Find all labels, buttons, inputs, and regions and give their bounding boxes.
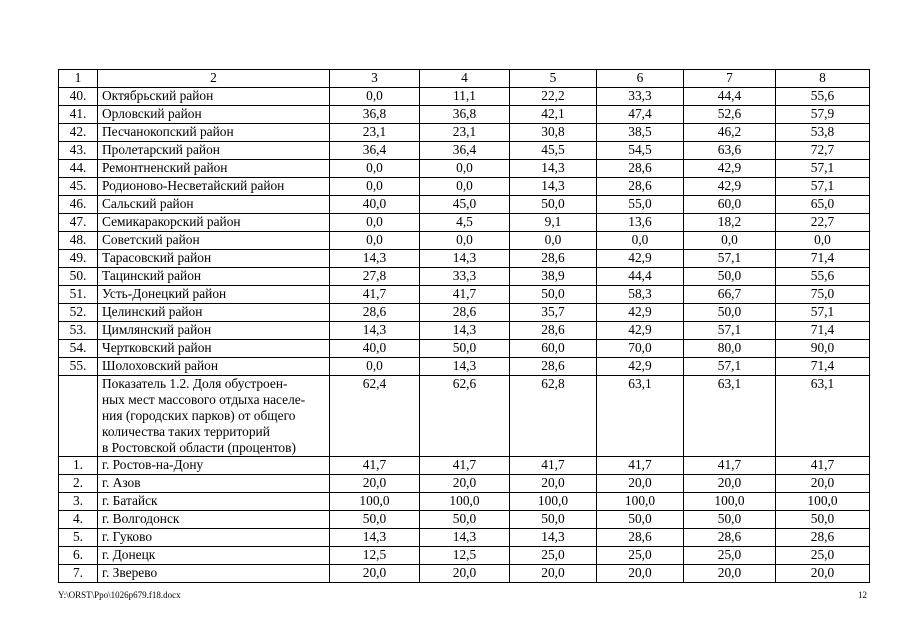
row-name: Усть-Донецкий район — [98, 286, 330, 304]
row-value: 0,0 — [330, 358, 420, 376]
row-value: 20,0 — [776, 565, 870, 583]
row-name: Ремонтненский район — [98, 160, 330, 178]
row-value: 100,0 — [684, 493, 776, 511]
row-value: 90,0 — [776, 340, 870, 358]
row-value: 0,0 — [330, 232, 420, 250]
row-value: 20,0 — [684, 565, 776, 583]
row-value: 23,1 — [330, 124, 420, 142]
row-number: 7. — [59, 565, 98, 583]
table-row — [59, 232, 870, 250]
row-number: 3. — [59, 493, 98, 511]
indicator-row — [59, 376, 870, 457]
row-value: 30,8 — [510, 124, 597, 142]
table-row — [59, 475, 870, 493]
row-value: 57,1 — [684, 250, 776, 268]
row-value: 14,3 — [420, 529, 510, 547]
header-cell: 1 — [59, 70, 98, 88]
row-value: 0,0 — [330, 214, 420, 232]
indicator-title-line: ных мест массового отдыха населе- — [102, 392, 306, 407]
row-value: 28,6 — [597, 529, 684, 547]
row-number: 4. — [59, 511, 98, 529]
row-value: 28,6 — [510, 358, 597, 376]
row-value: 60,0 — [510, 340, 597, 358]
row-value: 33,3 — [420, 268, 510, 286]
table-row — [59, 565, 870, 583]
row-value: 35,7 — [510, 304, 597, 322]
row-value: 0,0 — [330, 178, 420, 196]
header-cell: 5 — [510, 70, 597, 88]
row-value: 14,3 — [420, 250, 510, 268]
table-row — [59, 340, 870, 358]
row-number: 49. — [59, 250, 98, 268]
row-value: 41,7 — [597, 457, 684, 475]
indicator-title — [98, 376, 330, 457]
row-value: 28,6 — [597, 178, 684, 196]
row-value: 4,5 — [420, 214, 510, 232]
row-value: 53,8 — [776, 124, 870, 142]
row-value: 28,6 — [510, 250, 597, 268]
table-row — [59, 160, 870, 178]
row-name: г. Зверево — [98, 565, 330, 583]
row-number: 6. — [59, 547, 98, 565]
row-value: 100,0 — [510, 493, 597, 511]
row-value: 71,4 — [776, 322, 870, 340]
row-value: 20,0 — [597, 565, 684, 583]
indicator-value: 62,8 — [510, 376, 597, 457]
row-value: 0,0 — [330, 88, 420, 106]
row-number: 47. — [59, 214, 98, 232]
row-value: 44,4 — [684, 88, 776, 106]
row-value: 14,3 — [330, 250, 420, 268]
row-name: Родионово-Несветайский район — [98, 178, 330, 196]
header-cell: 3 — [330, 70, 420, 88]
table-row — [59, 250, 870, 268]
row-number: 42. — [59, 124, 98, 142]
row-value: 45,0 — [420, 196, 510, 214]
row-value: 20,0 — [420, 475, 510, 493]
row-value: 28,6 — [510, 322, 597, 340]
row-value: 28,6 — [330, 304, 420, 322]
row-number: 5. — [59, 529, 98, 547]
row-number: 46. — [59, 196, 98, 214]
row-value: 72,7 — [776, 142, 870, 160]
table-row — [59, 493, 870, 511]
row-number: 53. — [59, 322, 98, 340]
row-value: 41,7 — [420, 457, 510, 475]
row-value: 50,0 — [420, 340, 510, 358]
row-name: г. Донецк — [98, 547, 330, 565]
row-value: 50,0 — [776, 511, 870, 529]
row-value: 14,3 — [510, 178, 597, 196]
row-name: Песчанокопский район — [98, 124, 330, 142]
row-value: 41,7 — [420, 286, 510, 304]
row-value: 44,4 — [597, 268, 684, 286]
indicator-title-line: ния (городских парков) от общего — [102, 408, 296, 423]
row-name: Целинский район — [98, 304, 330, 322]
table-row — [59, 547, 870, 565]
row-value: 57,9 — [776, 106, 870, 124]
row-value: 50,0 — [510, 286, 597, 304]
row-value: 75,0 — [776, 286, 870, 304]
row-value: 41,7 — [330, 286, 420, 304]
row-value: 50,0 — [420, 511, 510, 529]
page-number: 12 — [858, 590, 867, 600]
indicator-title-line: количества таких территорий — [102, 424, 270, 439]
table-row — [59, 214, 870, 232]
row-number: 43. — [59, 142, 98, 160]
row-value: 41,7 — [684, 457, 776, 475]
row-value: 25,0 — [776, 547, 870, 565]
row-value: 40,0 — [330, 196, 420, 214]
table-row — [59, 511, 870, 529]
row-value: 42,9 — [597, 304, 684, 322]
row-value: 0,0 — [597, 232, 684, 250]
row-value: 100,0 — [330, 493, 420, 511]
row-value: 22,2 — [510, 88, 597, 106]
row-value: 41,7 — [776, 457, 870, 475]
row-value: 70,0 — [597, 340, 684, 358]
row-name: г. Гуково — [98, 529, 330, 547]
row-value: 28,6 — [597, 160, 684, 178]
table-row — [59, 358, 870, 376]
header-cell: 6 — [597, 70, 684, 88]
row-value: 20,0 — [330, 475, 420, 493]
row-number: 40. — [59, 88, 98, 106]
row-value: 100,0 — [420, 493, 510, 511]
row-value: 57,1 — [776, 178, 870, 196]
row-value: 23,1 — [420, 124, 510, 142]
indicator-value: 62,6 — [420, 376, 510, 457]
row-value: 100,0 — [776, 493, 870, 511]
row-name: Чертковский район — [98, 340, 330, 358]
row-value: 54,5 — [597, 142, 684, 160]
table-row — [59, 196, 870, 214]
footer-file-path: Y:\ORST\Ppo\1026p679.f18.docx — [58, 590, 181, 600]
row-value: 9,1 — [510, 214, 597, 232]
row-value: 57,1 — [776, 160, 870, 178]
row-value: 12,5 — [420, 547, 510, 565]
row-value: 52,6 — [684, 106, 776, 124]
row-value: 47,4 — [597, 106, 684, 124]
row-number — [59, 376, 98, 457]
header-cell: 2 — [98, 70, 330, 88]
header-cell: 4 — [420, 70, 510, 88]
table-row — [59, 142, 870, 160]
row-value: 36,4 — [330, 142, 420, 160]
row-name: г. Батайск — [98, 493, 330, 511]
indicator-title-line: в Ростовской области (процентов) — [102, 440, 296, 455]
row-value: 58,3 — [597, 286, 684, 304]
row-value: 63,6 — [684, 142, 776, 160]
row-number: 48. — [59, 232, 98, 250]
row-value: 28,6 — [684, 529, 776, 547]
table-row — [59, 322, 870, 340]
row-value: 14,3 — [420, 322, 510, 340]
row-value: 20,0 — [330, 565, 420, 583]
row-number: 54. — [59, 340, 98, 358]
row-value: 33,3 — [597, 88, 684, 106]
row-name: Семикаракорский район — [98, 214, 330, 232]
header-row — [59, 70, 870, 88]
indicator-value: 63,1 — [684, 376, 776, 457]
table-row — [59, 304, 870, 322]
table-row — [59, 178, 870, 196]
row-name: Пролетарский район — [98, 142, 330, 160]
row-value: 14,3 — [510, 160, 597, 178]
row-value: 42,9 — [597, 250, 684, 268]
header-cell: 8 — [776, 70, 870, 88]
row-value: 55,0 — [597, 196, 684, 214]
row-value: 46,2 — [684, 124, 776, 142]
row-value: 57,1 — [684, 322, 776, 340]
row-name: г. Волгодонск — [98, 511, 330, 529]
row-value: 12,5 — [330, 547, 420, 565]
row-number: 50. — [59, 268, 98, 286]
row-value: 0,0 — [684, 232, 776, 250]
row-value: 20,0 — [597, 475, 684, 493]
row-number: 52. — [59, 304, 98, 322]
table-row — [59, 457, 870, 475]
row-value: 71,4 — [776, 250, 870, 268]
row-value: 60,0 — [684, 196, 776, 214]
row-value: 20,0 — [776, 475, 870, 493]
row-name: Тарасовский район — [98, 250, 330, 268]
row-value: 36,8 — [330, 106, 420, 124]
row-value: 20,0 — [510, 565, 597, 583]
row-value: 36,4 — [420, 142, 510, 160]
row-value: 36,8 — [420, 106, 510, 124]
row-value: 38,9 — [510, 268, 597, 286]
row-value: 38,5 — [597, 124, 684, 142]
row-value: 42,9 — [684, 178, 776, 196]
row-value: 42,9 — [597, 322, 684, 340]
row-value: 0,0 — [776, 232, 870, 250]
data-table — [58, 69, 870, 583]
table-row — [59, 124, 870, 142]
row-value: 45,5 — [510, 142, 597, 160]
row-value: 50,0 — [330, 511, 420, 529]
row-value: 57,1 — [776, 304, 870, 322]
row-name: Цимлянский район — [98, 322, 330, 340]
row-value: 0,0 — [420, 232, 510, 250]
row-value: 28,6 — [420, 304, 510, 322]
row-value: 50,0 — [684, 304, 776, 322]
row-value: 27,8 — [330, 268, 420, 286]
row-number: 1. — [59, 457, 98, 475]
row-value: 25,0 — [510, 547, 597, 565]
row-number: 2. — [59, 475, 98, 493]
row-name: Советский район — [98, 232, 330, 250]
row-number: 45. — [59, 178, 98, 196]
row-value: 42,9 — [597, 358, 684, 376]
row-value: 57,1 — [684, 358, 776, 376]
row-number: 55. — [59, 358, 98, 376]
row-value: 42,1 — [510, 106, 597, 124]
row-value: 14,3 — [330, 322, 420, 340]
row-name: г. Ростов-на-Дону — [98, 457, 330, 475]
row-name: Орловский район — [98, 106, 330, 124]
row-value: 66,7 — [684, 286, 776, 304]
table-row — [59, 529, 870, 547]
table-row — [59, 88, 870, 106]
row-value: 20,0 — [420, 565, 510, 583]
row-value: 20,0 — [510, 475, 597, 493]
row-name: Тацинский район — [98, 268, 330, 286]
table-row — [59, 286, 870, 304]
row-value: 65,0 — [776, 196, 870, 214]
row-name: Сальский район — [98, 196, 330, 214]
row-value: 41,7 — [510, 457, 597, 475]
row-value: 50,0 — [684, 511, 776, 529]
row-number: 41. — [59, 106, 98, 124]
row-value: 71,4 — [776, 358, 870, 376]
row-value: 41,7 — [330, 457, 420, 475]
row-value: 11,1 — [420, 88, 510, 106]
row-value: 100,0 — [597, 493, 684, 511]
row-value: 25,0 — [684, 547, 776, 565]
row-value: 25,0 — [597, 547, 684, 565]
row-value: 18,2 — [684, 214, 776, 232]
row-value: 28,6 — [776, 529, 870, 547]
row-number: 44. — [59, 160, 98, 178]
table-row — [59, 106, 870, 124]
row-value: 13,6 — [597, 214, 684, 232]
row-number: 51. — [59, 286, 98, 304]
indicator-value: 63,1 — [776, 376, 870, 457]
row-value: 0,0 — [420, 160, 510, 178]
row-value: 14,3 — [330, 529, 420, 547]
row-value: 42,9 — [684, 160, 776, 178]
row-value: 50,0 — [510, 196, 597, 214]
row-value: 80,0 — [684, 340, 776, 358]
row-name: Октябрьский район — [98, 88, 330, 106]
row-value: 0,0 — [420, 178, 510, 196]
row-value: 14,3 — [510, 529, 597, 547]
row-value: 20,0 — [684, 475, 776, 493]
row-value: 55,6 — [776, 88, 870, 106]
row-value: 50,0 — [684, 268, 776, 286]
row-value: 40,0 — [330, 340, 420, 358]
row-value: 55,6 — [776, 268, 870, 286]
header-cell: 7 — [684, 70, 776, 88]
row-value: 50,0 — [597, 511, 684, 529]
row-value: 0,0 — [330, 160, 420, 178]
row-value: 22,7 — [776, 214, 870, 232]
row-value: 0,0 — [510, 232, 597, 250]
row-value: 50,0 — [510, 511, 597, 529]
table-row — [59, 268, 870, 286]
indicator-title-line: Показатель 1.2. Доля обустроен- — [102, 376, 288, 391]
indicator-value: 63,1 — [597, 376, 684, 457]
row-name: г. Азов — [98, 475, 330, 493]
indicator-value: 62,4 — [330, 376, 420, 457]
row-name: Шолоховский район — [98, 358, 330, 376]
row-value: 14,3 — [420, 358, 510, 376]
